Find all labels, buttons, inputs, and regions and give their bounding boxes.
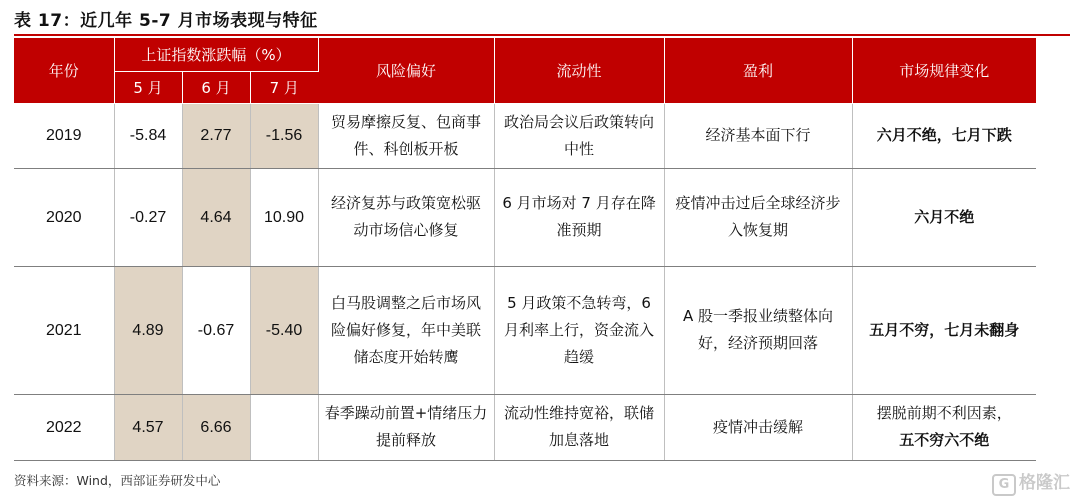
cell-risk: 经济复苏与政策宽松驱动市场信心修复 [318,168,494,266]
cell-m7: -1.56 [250,103,318,168]
cell-m6: 4.64 [182,168,250,266]
cell-year: 2022 [14,394,114,460]
cell-risk: 春季躁动前置+情绪压力提前释放 [318,394,494,460]
cell-change: 六月不绝，七月下跌 [852,103,1036,168]
source-note: 资料来源：Wind，西部证券研发中心 [14,473,221,488]
cell-m5: 4.89 [114,266,182,394]
cell-year: 2021 [14,266,114,394]
cell-profit: 疫情冲击过后全球经济步入恢复期 [664,168,852,266]
header-month-5: 5 月 [114,71,182,103]
cell-m6: 2.77 [182,103,250,168]
watermark-text: 格隆汇 [1019,473,1070,493]
header-year: 年份 [14,38,114,103]
cell-m7: -5.40 [250,266,318,394]
cell-risk: 白马股调整之后市场风险偏好修复，年中美联储态度开始转鹰 [318,266,494,394]
cell-year: 2020 [14,168,114,266]
cell-profit: 经济基本面下行 [664,103,852,168]
header-index-group: 上证指数涨跌幅（%） [114,38,318,71]
cell-change [852,394,1036,460]
watermark [992,468,1070,496]
cell-liquidity: 5 月政策不急转弯，6 月利率上行，资金流入趋缓 [494,266,664,394]
cell-risk: 贸易摩擦反复、包商事件、科创板开板 [318,103,494,168]
table-row [14,394,1036,460]
header-change: 市场规律变化 [852,38,1036,103]
cell-m7: 10.90 [250,168,318,266]
cell-year: 2019 [14,103,114,168]
cell-m5: -0.27 [114,168,182,266]
cell-liquidity: 6 月市场对 7 月存在降准预期 [494,168,664,266]
title-divider [14,34,1070,36]
cell-m6: -0.67 [182,266,250,394]
cell-change: 五月不穷，七月未翻身 [852,266,1036,394]
header-profit: 盈利 [664,38,852,103]
cell-m7 [250,394,318,460]
cell-liquidity: 政治局会议后政策转向中性 [494,103,664,168]
cell-liquidity: 流动性维持宽裕，联储加息落地 [494,394,664,460]
table-row [14,168,1036,266]
cell-profit: 疫情冲击缓解 [664,394,852,460]
cell-change-line2: 五不穷六不绝 [899,431,990,449]
table-row [14,266,1036,394]
cell-m5: 4.57 [114,394,182,460]
market-table [14,38,1036,461]
header-liquidity: 流动性 [494,38,664,103]
table-title: 表 17：近几年 5-7 月市场表现与特征 [14,11,318,31]
cell-m6: 6.66 [182,394,250,460]
cell-change-line1: 摆脱前期不利因素， [876,404,1012,422]
cell-m5: -5.84 [114,103,182,168]
watermark-logo-icon: G [992,474,1016,496]
header-month-7: 7 月 [250,71,318,103]
header-risk: 风险偏好 [318,38,494,103]
header-month-6: 6 月 [182,71,250,103]
table-row [14,103,1036,168]
cell-change: 六月不绝 [852,168,1036,266]
cell-profit: A 股一季报业绩整体向好，经济预期回落 [664,266,852,394]
